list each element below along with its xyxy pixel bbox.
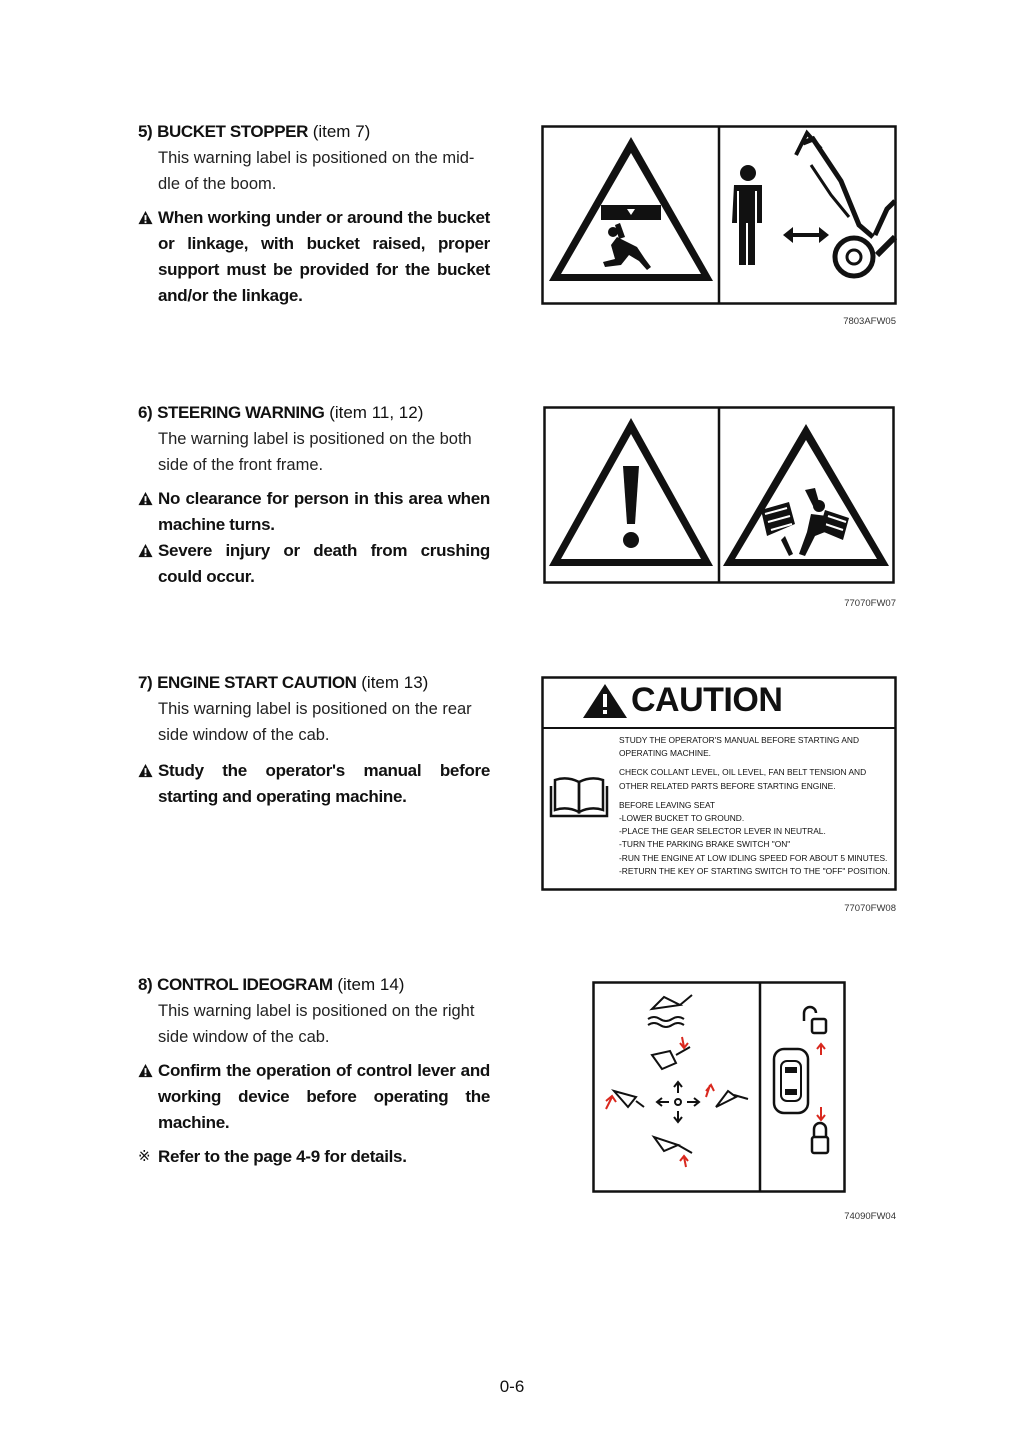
caution-label-figure	[541, 676, 897, 891]
section-description: This warning label is positioned on the right side window of the cab.	[158, 1002, 475, 1046]
item-reference: (item 14)	[337, 975, 405, 994]
steering-warning-label-figure	[543, 406, 895, 589]
section-title: CONTROL IDEOGRAM	[157, 975, 333, 994]
caution-instructions: STUDY THE OPERATOR'S MANUAL BEFORE STARTING AND OPERATING MACHINE. CHECK COLLANT LEVEL, OIL LEVEL, FAN BELT TENSION AND OTHER RELATED PARTS BEFORE STARTING ENGINE. BEFORE LEAVING SEAT -LOWER BUCKET TO GROUND. -PLACE THE GEAR SELECTOR LEVER IN NEUTRAL. -TURN THE PARKING BRAKE SWITCH "ON" -RUN THE ENGINE AT LOW IDLING SPEED FOR ABOUT 5 MINUTES. -RETURN THE KEY OF STARTING SWITCH TO THE "OFF" POSITION.	[619, 735, 891, 876]
section-title: BUCKET STOPPER	[157, 122, 308, 141]
reference-note: ※ Refer to the page 4-9 for details.	[138, 1144, 490, 1170]
item-reference: (item 7)	[312, 122, 371, 141]
page-number: 0-6	[499, 1377, 525, 1396]
warning-triangle-icon	[138, 763, 153, 778]
warning-text: No clearance for person in this area when machine turns.	[138, 486, 490, 538]
warning-triangle-icon	[138, 491, 153, 506]
section-control-ideogram	[138, 974, 490, 1170]
section-heading: 5) BUCKET STOPPER (item 7)	[138, 122, 371, 141]
item-reference: (item 13)	[361, 673, 429, 692]
section-heading: 7) ENGINE START CAUTION (item 13)	[138, 673, 429, 692]
section-steering-warning	[138, 402, 490, 590]
warning-triangle-icon	[138, 1063, 153, 1078]
bucket-stopper-label-figure	[541, 125, 897, 310]
section-title: ENGINE START CAUTION	[157, 673, 357, 692]
item-reference: (item 11, 12)	[329, 403, 424, 422]
warning-text: When working under or around the bucket or linkage, with bucket raised, proper support must be provided for the bucket and/or the linkage.	[138, 205, 490, 309]
section-description: This warning label is positioned on the rear side window of the cab.	[158, 700, 472, 744]
figure-code: 7803AFW05	[843, 316, 896, 327]
warning-triangle-icon	[138, 210, 153, 225]
warning-text: Confirm the operation of control lever and working device before operating the machine.	[138, 1058, 490, 1136]
warning-triangle-icon	[138, 543, 153, 558]
figure-code: 74090FW04	[844, 1211, 896, 1222]
section-engine-start-caution	[138, 672, 490, 810]
figure-code: 77070FW07	[844, 598, 896, 609]
caution-heading: CAUTION	[631, 681, 783, 719]
warning-text: Study the operator's manual before starting and operating machine.	[138, 758, 490, 810]
section-bucket-stopper	[138, 121, 490, 309]
section-heading: 6) STEERING WARNING (item 11, 12)	[138, 403, 424, 422]
figure-code: 77070FW08	[844, 903, 896, 914]
warning-text: Severe injury or death from crushing could occur.	[138, 538, 490, 590]
section-description: The warning label is positioned on the both side of the front frame.	[158, 430, 472, 474]
section-heading: 8) CONTROL IDEOGRAM (item 14)	[138, 975, 405, 994]
section-description: This warning label is positioned on the mid- dle of the boom.	[158, 149, 475, 193]
control-ideogram-label-figure	[592, 981, 846, 1198]
section-title: STEERING WARNING	[157, 403, 325, 422]
reference-mark: ※	[138, 1148, 151, 1165]
